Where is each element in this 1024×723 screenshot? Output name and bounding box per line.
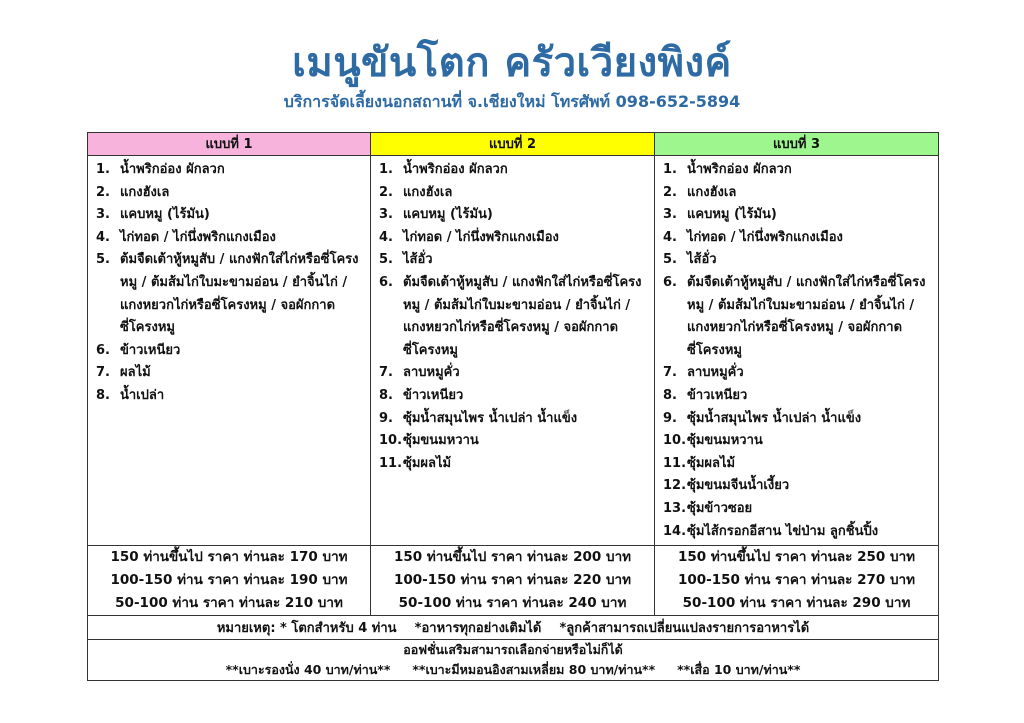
set-2-header: แบบที่ 2: [371, 133, 655, 156]
menu-item: [663, 182, 932, 205]
menu-header-row: [88, 133, 939, 156]
option-seat-cushion: **เบาะรองนั่ง 40 บาท/ท่าน**: [225, 662, 391, 678]
menu-item-text: ต้มจืดเต้าหู้หมูสับ / แกงฟักใส่ไก่หรือซี่โครงหมู / ต้มส้มไก่ใบมะขามอ่อน / ยำจิ้นไก่ / แกงหยวกไก่หรือซี่โครงหมู / จอผักกาดซี่โครงหมู: [403, 274, 642, 358]
menu-item: [663, 362, 932, 385]
menu-item-number: 1.: [663, 162, 677, 177]
menu-item: [663, 159, 932, 182]
options-row: [88, 640, 939, 681]
menu-item-text: แกงฮังเล: [403, 184, 453, 200]
menu-item-number: 4.: [379, 229, 393, 245]
menu-item: [663, 249, 932, 272]
option-cushion-with-pillow: **เบาะมีหมอนอิงสามเหลี่ยม 80 บาท/ท่าน**: [412, 662, 656, 678]
menu-item-text: ไก่ทอด / ไก่นึ่งพริกแกงเมือง: [120, 229, 276, 245]
menu-item-text: น้ำเปล่า: [120, 387, 165, 403]
menu-item-text: ต้มจืดเต้าหู้หมูสับ / แกงฟักใส่ไก่หรือซี่โครงหมู / ต้มส้มไก่ใบมะขามอ่อน / ยำจิ้นไก่ / แกงหยวกไก่หรือซี่โครงหมู / จอผักกาดซี่โครงหมู: [687, 274, 926, 358]
price-line: 100-150 ท่าน ราคา ท่านละ 220 บาท: [393, 572, 632, 589]
menu-item-number: 8.: [379, 387, 393, 403]
option-mat: **เสื่อ 10 บาท/ท่าน**: [677, 662, 801, 678]
menu-item: [96, 249, 364, 339]
menu-item: [663, 227, 932, 250]
menu-item-text: ข้าวเหนียว: [120, 342, 181, 358]
set-3-header: แบบที่ 3: [655, 133, 939, 156]
menu-item: [379, 159, 648, 182]
options-list: [88, 660, 938, 680]
menu-item: [663, 498, 932, 521]
menu-item-number: 2.: [663, 184, 677, 200]
menu-item: [663, 521, 932, 544]
menu-item-number: 2.: [96, 184, 110, 200]
menu-item-number: 9.: [663, 410, 677, 426]
menu-item-number: 11.: [663, 455, 687, 471]
menu-item-number: 6.: [96, 342, 110, 358]
menu-item-text: แกงฮังเล: [687, 184, 737, 200]
menu-item-number: 1.: [379, 162, 393, 177]
set-1-header: แบบที่ 1: [88, 133, 371, 156]
menu-item-text: ต้มจืดเต้าหู้หมูสับ / แกงฟักใส่ไก่หรือซี่โครงหมู / ต้มส้มไก่ใบมะขามอ่อน / ยำจิ้นไก่ / แกงหยวกไก่หรือซี่โครงหมู / จอผักกาดซี่โครงหมู: [120, 252, 359, 336]
menu-item-number: 10.: [379, 433, 403, 449]
menu-item-number: 5.: [379, 252, 393, 268]
menu-item-text: แคบหมู (ไร้มัน): [687, 207, 777, 223]
menu-item: [379, 272, 648, 362]
menu-item-number: 7.: [379, 365, 393, 381]
set-3-prices: [655, 546, 939, 616]
menu-item-text: แคบหมู (ไร้มัน): [120, 207, 210, 223]
menu-item-number: 14.: [663, 523, 687, 539]
menu-item-text: น้ำพริกอ่อง ผักลวก: [687, 162, 792, 177]
menu-item: [379, 362, 648, 385]
price-line: 50-100 ท่าน ราคา ท่านละ 240 บาท: [398, 595, 627, 612]
menu-item-text: ซุ้มข้าวซอย: [687, 500, 753, 516]
menu-item: [96, 385, 364, 408]
menu-item: [96, 159, 364, 182]
menu-item: [379, 182, 648, 205]
menu-item: [663, 475, 932, 498]
menu-item: [663, 453, 932, 476]
menu-item-text: ซุ้มน้ำสมุนไพร น้ำเปล่า น้ำแข็ง: [403, 410, 578, 426]
menu-item-text: ไก่ทอด / ไก่นึ่งพริกแกงเมือง: [403, 229, 559, 245]
set-2-prices: [371, 546, 655, 616]
menu-item-number: 8.: [663, 387, 677, 403]
menu-item-text: ซุ้มน้ำสมุนไพร น้ำเปล่า น้ำแข็ง: [687, 410, 862, 426]
page-title: เมนูขันโตก ครัวเวียงพิงค์: [292, 40, 732, 86]
set-1-prices: [88, 546, 371, 616]
set-2-item-list: [371, 156, 654, 477]
menu-item-number: 4.: [96, 229, 110, 245]
menu-item-number: 11.: [379, 455, 403, 471]
menu-item-number: 3.: [379, 207, 393, 223]
price-line: 100-150 ท่าน ราคา ท่านละ 190 บาท: [110, 572, 348, 589]
note-row: [88, 616, 939, 640]
menu-item-number: 7.: [663, 365, 677, 381]
menu-item-number: 6.: [663, 274, 677, 290]
menu-item-text: ไก่ทอด / ไก่นึ่งพริกแกงเมือง: [687, 229, 843, 245]
menu-item-text: ลาบหมูคั่ว: [687, 365, 744, 381]
set-1-items-cell: [88, 156, 371, 546]
menu-item-number: 12.: [663, 478, 687, 494]
menu-item-number: 13.: [663, 500, 687, 516]
menu-item: [379, 204, 648, 227]
menu-item: [379, 227, 648, 250]
menu-item-text: ข้าวเหนียว: [687, 387, 748, 403]
menu-item-text: ซุ้มขนมหวาน: [687, 433, 763, 449]
set-2-items-cell: [371, 156, 655, 546]
menu-item: [379, 453, 648, 476]
menu-item-text: ซุ้มขนมหวาน: [403, 433, 479, 449]
menu-item: [379, 430, 648, 453]
price-line: 50-100 ท่าน ราคา ท่านละ 290 บาท: [682, 595, 911, 612]
options-cell: [88, 640, 939, 681]
price-row: [88, 546, 939, 616]
set-1-item-list: [88, 156, 370, 410]
menu-item: [96, 362, 364, 385]
menu-item: [379, 408, 648, 431]
menu-table: [87, 132, 939, 681]
price-line: 50-100 ท่าน ราคา ท่านละ 210 บาท: [115, 595, 343, 612]
remarks: หมายเหตุ: * โตกสำหรับ 4 ท่าน *อาหารทุกอย่างเติมได้ *ลูกค้าสามารถเปลี่ยนแปลงรายการอาหารได้: [88, 616, 939, 640]
menu-item-number: 7.: [96, 365, 110, 381]
menu-item-text: ข้าวเหนียว: [403, 387, 464, 403]
menu-item-number: 3.: [663, 207, 677, 223]
menu-item: [663, 430, 932, 453]
menu-item-number: 9.: [379, 410, 393, 426]
set-3-items-cell: [655, 156, 939, 546]
menu-item: [379, 249, 648, 272]
menu-item-text: น้ำพริกอ่อง ผักลวก: [403, 162, 508, 177]
menu-item-number: 5.: [663, 252, 677, 268]
menu-item: [96, 227, 364, 250]
menu-item-text: น้ำพริกอ่อง ผักลวก: [120, 162, 225, 177]
price-line: 100-150 ท่าน ราคา ท่านละ 270 บาท: [677, 572, 916, 589]
menu-item: [663, 204, 932, 227]
menu-item-number: 6.: [379, 274, 393, 290]
menu-item: [663, 385, 932, 408]
options-heading: ออฟชั่นเสริมสามารถเลือกจ่ายหรือไม่ก็ได้: [403, 642, 623, 658]
menu-item-text: ซุ้มไส้กรอกอีสาน ไข่ป่าม ลูกชิ้นปิ้ง: [687, 523, 879, 539]
menu-item-text: แคบหมู (ไร้มัน): [403, 207, 493, 223]
menu-item: [96, 182, 364, 205]
menu-items-row: [88, 156, 939, 546]
menu-item: [379, 385, 648, 408]
price-line: 150 ท่านขึ้นไป ราคา ท่านละ 170 บาท: [110, 549, 348, 566]
price-line: 150 ท่านขึ้นไป ราคา ท่านละ 200 บาท: [393, 549, 632, 566]
menu-item-number: 3.: [96, 207, 110, 223]
menu-item: [663, 408, 932, 431]
menu-item-number: 1.: [96, 162, 110, 177]
set-3-item-list: [655, 156, 938, 545]
menu-item-text: ซุ้มขนมจีนน้ำเงี้ยว: [687, 478, 790, 494]
menu-item-text: ไส้อั่ว: [403, 252, 433, 268]
menu-item-text: ผลไม้: [120, 365, 151, 381]
menu-item-number: 8.: [96, 387, 110, 403]
page-subtitle: บริการจัดเลี้ยงนอกสถานที่ จ.เชียงใหม่ โทรศัพท์ 098-652-5894: [283, 92, 741, 111]
menu-item-text: ไส้อั่ว: [687, 252, 717, 268]
menu-item-number: 10.: [663, 433, 687, 449]
menu-item-text: ซุ้มผลไม้: [687, 455, 736, 471]
menu-item-text: ซุ้มผลไม้: [403, 455, 452, 471]
menu-item-number: 5.: [96, 252, 110, 268]
menu-item-text: แกงฮังเล: [120, 184, 170, 200]
menu-item: [96, 340, 364, 363]
menu-item-number: 4.: [663, 229, 677, 245]
menu-item-number: 2.: [379, 184, 393, 200]
menu-item: [663, 272, 932, 362]
menu-item: [96, 204, 364, 227]
price-line: 150 ท่านขึ้นไป ราคา ท่านละ 250 บาท: [677, 549, 916, 566]
menu-item-text: ลาบหมูคั่ว: [403, 365, 460, 381]
